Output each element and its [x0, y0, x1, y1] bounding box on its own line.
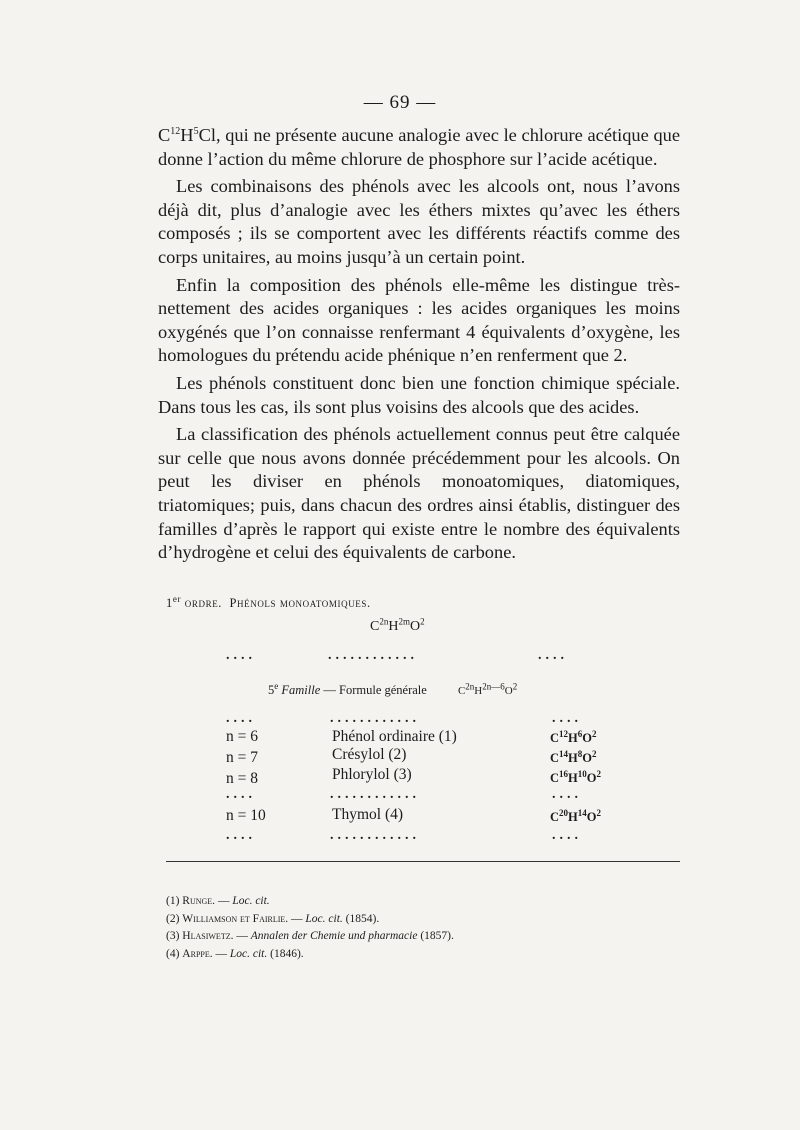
- compound-n: n = 7: [226, 749, 258, 766]
- compound-formula: $C^{16}H^{10}O^2$: [550, 768, 601, 785]
- dots-row: ....: [226, 828, 256, 843]
- compound-n: n = 8: [226, 770, 258, 787]
- order-formula: $C^{2n}H^{2m}O^2$: [370, 616, 425, 634]
- dots-row: ....: [552, 828, 582, 843]
- dots-row: ............: [328, 648, 418, 663]
- compound-name: Phlorylol (3): [332, 766, 412, 783]
- compound-n: n = 6: [226, 728, 258, 745]
- footnote: (4) Arppe. — Loc. cit. (1846).: [166, 947, 304, 960]
- compound-formula: $C^{14}H^8O^2$: [550, 748, 597, 765]
- compound-formula: $C^{20}H^{14}O^2$: [550, 807, 601, 824]
- formula-c12h5cl: $C^{12}H^5Cl$,: [158, 125, 221, 145]
- dots-row: ....: [226, 648, 256, 663]
- compound-name: Phénol ordinaire (1): [332, 728, 457, 745]
- paragraph-1: $C^{12}H^5Cl$, qui ne présente aucune analogie avec le chlorure acétique que donne l’action du même chlorure de phosphore sur l’acide acétique.: [158, 125, 680, 169]
- dots-row: ....: [538, 648, 568, 663]
- body-text: [158, 124, 680, 569]
- compound-name: Crésylol (2): [332, 746, 407, 763]
- footnotes: [166, 893, 454, 963]
- compound-n: n = 10: [226, 807, 266, 824]
- page-number: — 69 —: [363, 92, 437, 113]
- footnote: (2) Williamson et Fairlie. — Loc. cit. (1854).: [166, 912, 380, 925]
- footnote: (3) Hlasiwetz. — Annalen der Chemie und pharmacie (1857).: [166, 930, 454, 943]
- dots-row: ....: [552, 787, 582, 802]
- dots-row: ............: [330, 828, 420, 843]
- dots-row: ............: [330, 711, 420, 726]
- dots-row: ....: [226, 787, 256, 802]
- dots-row: ............: [330, 787, 420, 802]
- footnote: (1) Runge. — Loc. cit.: [166, 895, 270, 907]
- family-formula: $C^{2n}H^{2n—6}O^2$: [457, 681, 518, 697]
- dots-row: ....: [226, 711, 256, 726]
- order-heading: 1er ordre. Phénols monoatomiques.: [166, 593, 371, 610]
- paragraph-5: La classification des phénols actuellement connus peut être calquée sur celle que nous avons donnée précédemment pour les alcools. On peut les diviser en phénols monoatomiques, diatomiques, triatomiques; puis, dans chacun des ordres ainsi établis, distinguer des familles d’après le rapport qui existe entre le nombre des équivalents d’hydrogène et celui des équivalents de carbone.: [158, 424, 680, 563]
- paragraph-3: Enfin la composition des phénols elle-même les distingue très-nettement des acides organiques : les acides organiques les moins oxygénés que l’on connaisse renfermant 4 équivalents d’oxygène, les homologues du prétendu acide phénique n’en renferment que 2.: [158, 274, 680, 366]
- compound-formula: $C^{12}H^6O^2$: [550, 728, 597, 745]
- paragraph-2: Les combinaisons des phénols avec les alcools ont, nous l’avons déjà dit, plus d’analogie avec les éthers mixtes qu’avec les éthers composés ; ils se comportent avec les différents réactifs comme des corps unitaires, au moins jusqu’à un certain point.: [158, 176, 680, 267]
- dots-row: ....: [552, 711, 582, 726]
- family-heading: 5e Famille — Formule générale $C^{2n}H^{2n—6}O^2$: [268, 680, 518, 697]
- compound-name: Thymol (4): [332, 806, 404, 823]
- footnote-divider: [166, 861, 680, 862]
- paragraph-4: Les phénols constituent donc bien une fonction chimique spéciale. Dans tous les cas, ils sont plus voisins des alcools que des acides.: [158, 372, 680, 417]
